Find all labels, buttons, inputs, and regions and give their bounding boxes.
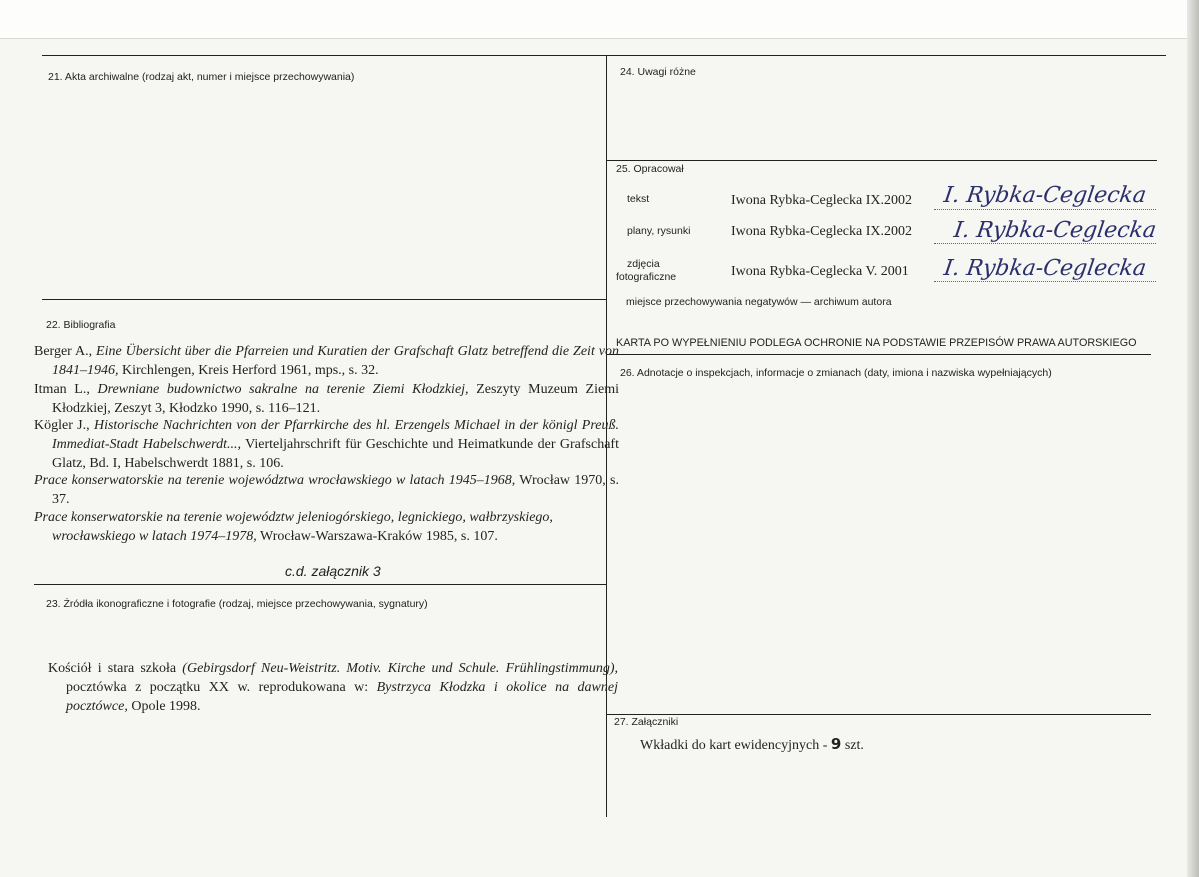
author-row-value: Iwona Rybka-Ceglecka IX.2002 bbox=[731, 193, 912, 208]
attachments-unit: szt. bbox=[841, 738, 864, 753]
rule-copyright bbox=[607, 354, 1151, 355]
attachments-entry bbox=[640, 735, 864, 755]
field-25-label: 25. Opracował bbox=[616, 163, 684, 175]
bibliography-entry bbox=[34, 380, 619, 418]
attachments-count: 9 bbox=[830, 735, 842, 753]
entry-title: Eine Übersicht über die Pfarreien und Kuratien der Grafschaft Glatz betreffend die Zeit von 1841–1946, bbox=[52, 344, 619, 378]
attachments-text: Wkładki do kart ewidencyjnych - bbox=[640, 738, 831, 753]
bibliography-entry bbox=[34, 471, 619, 509]
author-row-value: Iwona Rybka-Ceglecka V. 2001 bbox=[731, 264, 909, 279]
iconography-text-a: Kościół i stara szkoła bbox=[48, 661, 183, 676]
iconography-entry bbox=[48, 659, 618, 716]
paper-edge-shadow bbox=[1187, 0, 1199, 877]
field-23-label: 23. Źródła ikonograficzne i fotografie (rodzaj, miejsce przechowywania, sygnatury) bbox=[46, 598, 428, 610]
author-row-label: tekst bbox=[627, 193, 650, 205]
entry-title: Drewniane budownictwo sakralne na terenie Ziemi Kłodzkiej, bbox=[97, 382, 469, 397]
bibliography-continuation: c.d. załącznik 3 bbox=[285, 563, 381, 579]
signature-line bbox=[934, 209, 1156, 210]
entry-rest: Wrocław 1970, s. 37. bbox=[52, 473, 619, 507]
entry-rest: Zeszyty Muzeum Ziemi Kłodzkiej, Zeszyt 3, Kłodzko 1990, s. 116–121. bbox=[52, 382, 619, 416]
bibliography-entry bbox=[34, 342, 619, 380]
author-row-label-line2: fotograficzne bbox=[616, 271, 677, 283]
field-21-label: 21. Akta archiwalne (rodzaj akt, numer i miejsce przechowywania) bbox=[48, 71, 355, 83]
entry-author: Berger A., bbox=[34, 344, 97, 359]
top-paper-strip bbox=[0, 0, 1199, 39]
rule-22-23 bbox=[34, 584, 606, 585]
field-24-label: 24. Uwagi różne bbox=[620, 66, 696, 78]
field-26-label: 26. Adnotacje o inspekcjach, informacje o zmianach (daty, imiona i nazwiska wypełniających) bbox=[620, 367, 1052, 379]
negatives-storage: miejsce przechowywania negatywów — archiwum autora bbox=[626, 296, 892, 308]
signature-image: I. Rybka-Ceglecka bbox=[942, 183, 1148, 208]
iconography-text-b: (Gebirgsdorf Neu-Weistritz. Motiv. Kirche und Schule. Frühlingstimmung), bbox=[182, 661, 618, 676]
field-27-label: 27. Załączniki bbox=[614, 716, 679, 728]
top-rule bbox=[42, 55, 1166, 56]
entry-rest: Wrocław-Warszawa-Kraków 1985, s. 107. bbox=[256, 529, 498, 544]
entry-title: Prace konserwatorskie na terenie województw jeleniogórskiego, legnickiego, wałbrzyskiego, wrocławskiego w latach 1974–1978, bbox=[34, 510, 553, 544]
signature-line bbox=[934, 281, 1156, 282]
author-row-label-line1: zdjęcia bbox=[627, 258, 660, 270]
signature-line bbox=[934, 243, 1156, 244]
field-22-label: 22. Bibliografia bbox=[46, 319, 116, 331]
author-row-value: Iwona Rybka-Ceglecka IX.2002 bbox=[731, 224, 912, 239]
copyright-notice: KARTA PO WYPEŁNIENIU PODLEGA OCHRONIE NA PODSTAWIE PRZEPISÓW PRAWA AUTORSKIEGO bbox=[616, 337, 1137, 349]
entry-title: Historische Nachrichten von der Pfarrkirche des hl. Erzengels Michael in der königl Preuß. Immediat-Stadt Habelschwerdt..., bbox=[52, 418, 619, 452]
entry-author: Kögler J., bbox=[34, 418, 94, 433]
rule-24-25 bbox=[607, 160, 1157, 161]
bibliography-entry bbox=[34, 508, 592, 546]
entry-title: Prace konserwatorskie na terenie województwa wrocławskiego w latach 1945–1968, bbox=[34, 473, 516, 488]
signature-image: I. Rybka-Ceglecka bbox=[952, 218, 1158, 243]
iconography-text-e: Opole 1998. bbox=[127, 699, 201, 714]
author-row-label: plany, rysunki bbox=[627, 225, 691, 237]
iconography-text-d: Bystrzyca Kłodzka i okolice na dawnej pocztówce, bbox=[66, 680, 618, 714]
iconography-text-c: pocztówka z początku XX w. reprodukowana w: bbox=[66, 680, 377, 695]
entry-rest: Vierteljahrschrift für Geschichte und Heimatkunde der Grafschaft Glatz, Bd. I, Habelschwerdt 1881, s. 106. bbox=[52, 437, 619, 471]
rule-26-27 bbox=[607, 714, 1151, 715]
entry-author: Itman L., bbox=[34, 382, 98, 397]
entry-rest: Kirchlengen, Kreis Herford 1961, mps., s. 32. bbox=[118, 363, 379, 378]
rule-21-22 bbox=[42, 299, 606, 300]
bibliography-entry bbox=[34, 416, 619, 473]
signature-image: I. Rybka-Ceglecka bbox=[942, 256, 1148, 281]
